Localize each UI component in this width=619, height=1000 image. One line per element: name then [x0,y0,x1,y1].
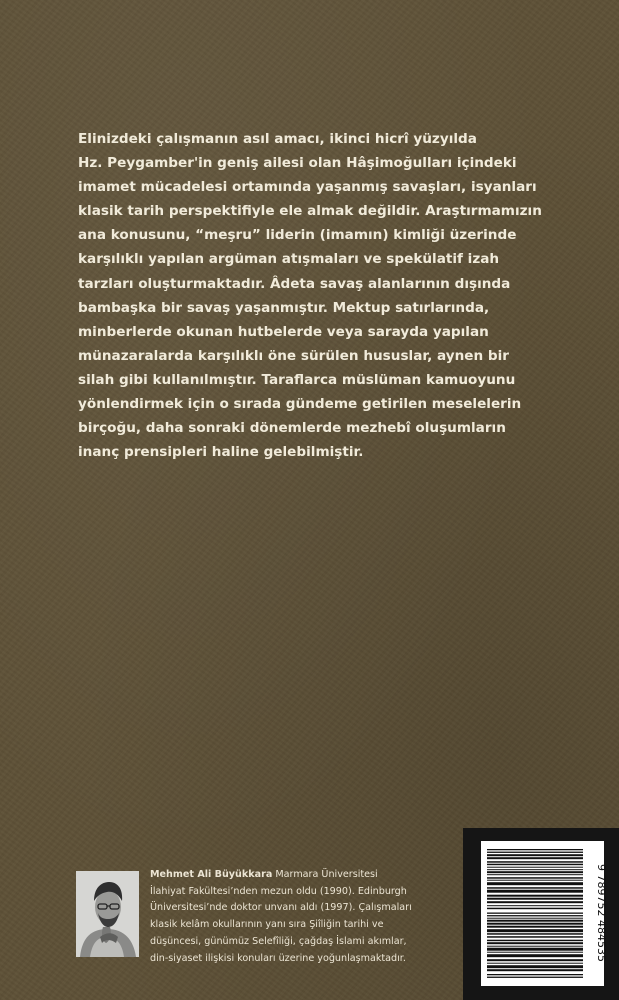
blurb-line: inanç prensipleri haline gelebilmiştir. [78,444,364,461]
barcode-bar [487,965,583,968]
barcode-bar [487,977,583,978]
blurb-line: yönlendirmek için o sırada gündeme getirilen meselelerin [78,396,522,413]
barcode-bars [487,849,583,978]
barcode-bar [487,852,583,853]
isbn-number: 9 789752 484535 [595,864,608,962]
barcode-bar [487,974,583,975]
barcode-bar [487,871,583,873]
barcode-bar [487,952,583,953]
isbn-barcode [481,841,608,986]
author-bio [150,867,480,967]
author-bio-line: din-siyaset ilişkisi konuları üzerine yoğunlaşmaktadır. [150,952,406,964]
barcode-bar [487,920,583,922]
author-bio-line: klasik kelâm okullarının yanı sıra Şiîliğin tarihi ve [150,919,384,931]
barcode-bar [487,942,583,944]
author-bio-line: İlahiyat Fakültesi’nden mezun oldu (1990). Edinburgh [150,885,407,897]
blurb-line: minberlerde okunan hutbelerde veya sarayda yapılan [78,323,489,340]
barcode-bar [487,923,583,925]
blurb-line: Elinizdeki çalışmanın asıl amacı, ikinci hicrî yüzyılda [78,131,477,147]
barcode-bar [487,901,583,903]
blurb-line: klasik tarih perspektifiyle ele almak değildir. Araştırmamızın [78,203,542,220]
barcode-bar [487,926,583,928]
author-photo [76,871,139,957]
barcode-bar [487,869,583,870]
barcode-bar [487,936,583,938]
author-bio-line: düşüncesi, günümüz Selefîliği, çağdaş İslami akımlar, [150,935,407,947]
blurb-line: münazaralarda karşılıklı öne sürülen hususlar, aynen bir [78,347,509,364]
barcode-bar [487,898,583,900]
barcode-bar [487,887,583,889]
barcode-bar [487,867,583,868]
barcode-bar [487,915,583,916]
barcode-bar [487,895,583,897]
barcode-bar [487,849,583,850]
barcode-bar [487,929,583,932]
barcode-bar [487,963,583,964]
author-bio-line [150,867,480,884]
blurb-line: imamet mücadelesi ortamında yaşanmış savaşları, isyanları [78,179,537,196]
author-bio-line: Üniversitesi’nde doktor unvanı aldı (1997). Çalışmaları [150,902,412,914]
barcode-bar [487,857,583,859]
blurb-line: birçoğu, daha sonraki dönemlerde mezhebî oluşumların [78,420,506,437]
blurb-line: bambaşka bir savaş yaşanmıştır. Mektup satırlarında, [78,299,490,316]
barcode-bar [487,948,583,951]
author-name: Mehmet Ali Büyükkara [150,869,273,880]
barcode-bar [487,933,583,935]
blurb-line: karşılıklı yapılan argüman atışmaları ve spekülatif izah [78,251,500,268]
barcode-bar [487,940,583,942]
blurb-line: silah gibi kullanılmıştır. Taraflarca müslüman kamuoyunu [78,371,516,388]
barcode-bar [487,913,583,914]
barcode-bar [487,905,583,906]
barcode-bar [487,864,583,866]
barcode-bar [487,908,583,910]
barcode-bar [487,854,583,856]
barcode-bar [487,874,583,875]
barcode-bar [487,969,583,971]
blurb-line: Hz. Peygamber'in geniş ailesi olan Hâşimoğulları içindeki [78,155,517,172]
barcode-bar [487,877,583,879]
barcode-bar [487,880,583,881]
barcode-bar [487,861,583,863]
back-cover-blurb [78,127,548,464]
barcode-bar [487,954,583,957]
barcode-bar [487,882,583,885]
blurb-line: tarzları oluşturmaktadır. Âdeta savaş alanlarının dışında [78,275,511,292]
barcode-bar [487,946,583,947]
barcode-bar [487,890,583,893]
author-bio-text: Marmara Üniversitesi [275,869,378,880]
blurb-line: ana konusunu, “meşru” liderin (imamın) kimliği üzerinde [78,227,517,244]
barcode-graphic [481,841,608,986]
barcode-bar [487,918,583,919]
barcode-bar [487,959,583,961]
